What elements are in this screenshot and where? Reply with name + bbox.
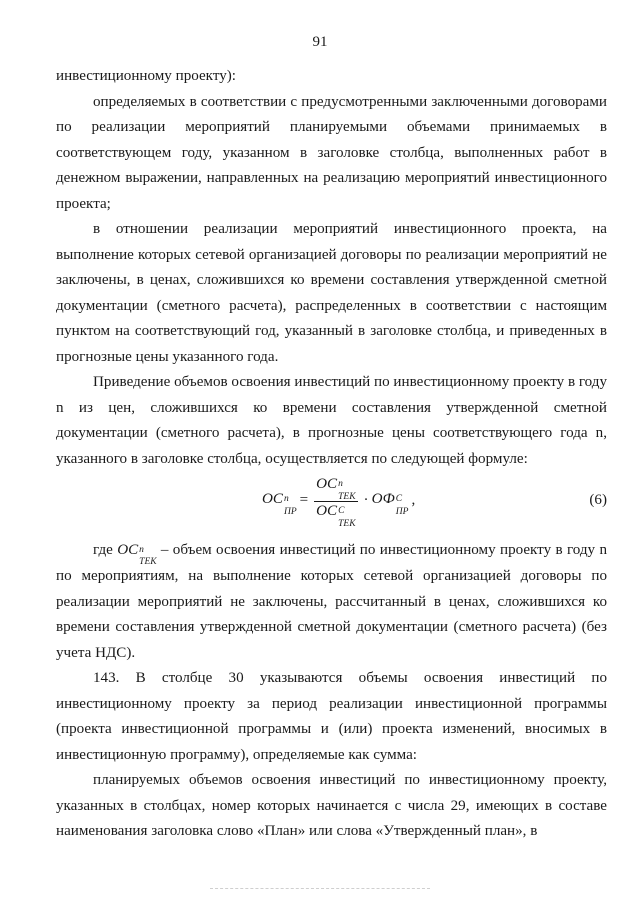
bottom-scan-mark <box>210 888 430 891</box>
paragraph-7: планируемых объемов освоения инвестиций по инвестиционному проекту, указанных в столбцах, номер которых начинается с числа 29, имеющих в составе наименования заголовка слово «План» или слова «Утвержденный план», в <box>56 772 607 839</box>
formula-comma: , <box>411 492 416 509</box>
paragraph-5 <box>56 538 607 666</box>
paragraph-5-prefix: где <box>93 542 113 558</box>
formula-rhs <box>372 487 409 515</box>
formula-lhs-base: ОС <box>262 491 283 507</box>
inline-symbol-base: ОС <box>117 542 139 558</box>
formula-lhs-sub: ПР <box>283 507 297 517</box>
formula-number: (6) <box>589 492 607 508</box>
formula-equals: = <box>299 492 309 509</box>
formula-rhs-base: ОФ <box>371 491 395 507</box>
document-body <box>56 64 607 845</box>
formula-den-sup: С <box>338 505 345 516</box>
inline-symbol-sup: п <box>139 545 144 555</box>
inline-symbol-sub: ТЕК <box>139 557 157 567</box>
formula-numerator <box>314 476 357 502</box>
formula-rhs-sub: ПР <box>395 507 409 517</box>
page-number: 91 <box>312 34 328 50</box>
formula-denominator <box>314 502 357 527</box>
formula-lhs-sup: п <box>283 494 289 504</box>
paragraph-5-text: – объем освоения инвестиций по инвестиционному проекту в году n по мероприятиям, на выполнение которых сетевой организацией договоры по реализации мероприятий не заключены, рассчитанный в ценах, сложившихся ко времени составления утвержденной сметной документации (сметного расчета) (без учета НДС). <box>56 542 607 661</box>
paragraph-6: 143. В столбце 30 указываются объемы освоения инвестиций по инвестиционному проекту за период реализации инвестиционной программы (проекта инвестиционной программы и (или) проекта изменений, вносимых в инвестиционную программу), определяемые как сумма: <box>56 670 607 763</box>
paragraph-4: Приведение объемов освоения инвестиций по инвестиционному проекту в году n из цен, сложившихся ко времени составления утвержденной сметной документации (сметного расчета), в прогнозные цены соответствующего года n, указанного в заголовке столбца, осуществляется по следующей формуле: <box>56 374 608 467</box>
formula-den-scripts <box>338 505 356 529</box>
formula-lhs <box>262 487 297 515</box>
formula-num-sub: ТЕК <box>338 491 356 502</box>
paragraph-2: определяемых в соответствии с предусмотренными заключенными договорами по реализации мероприятий планируемыми объемами принимаемых в соответствующем году, указанном в заголовке столбца, выполненных работ в денежном выражении, направленных на реализацию мероприятий инвестиционного проекта; <box>56 93 607 212</box>
formula-num-sup: п <box>338 478 343 489</box>
formula-den-base: ОС <box>316 502 338 519</box>
inline-symbol <box>117 538 157 567</box>
formula-rhs-sup: С <box>395 494 403 504</box>
formula-multiply: · <box>363 492 369 509</box>
paragraph-1: инвестиционному проекту): <box>56 68 236 84</box>
formula-6 <box>56 475 607 529</box>
formula-den-sub: ТЕК <box>338 518 356 529</box>
formula-lhs-scripts <box>283 494 297 517</box>
formula-fraction <box>314 476 357 527</box>
formula-rhs-scripts <box>395 494 409 517</box>
paragraph-3: в отношении реализации мероприятий инвестиционного проекта, на выполнение которых сетевой организацией договоры по реализации мероприятий не заключены, в ценах, сложившихся ко времени составления утвержденной сметной документации (сметного расчета), распределенных в соответствии с настоящим пунктом на соответствующий год, указанный в заголовке столбца, и приведенных в прогнозные цены указанного года. <box>56 221 607 365</box>
formula-num-base: ОС <box>316 475 338 492</box>
inline-symbol-scripts <box>139 545 157 567</box>
formula-body <box>262 475 418 529</box>
formula-num-scripts <box>338 478 356 502</box>
